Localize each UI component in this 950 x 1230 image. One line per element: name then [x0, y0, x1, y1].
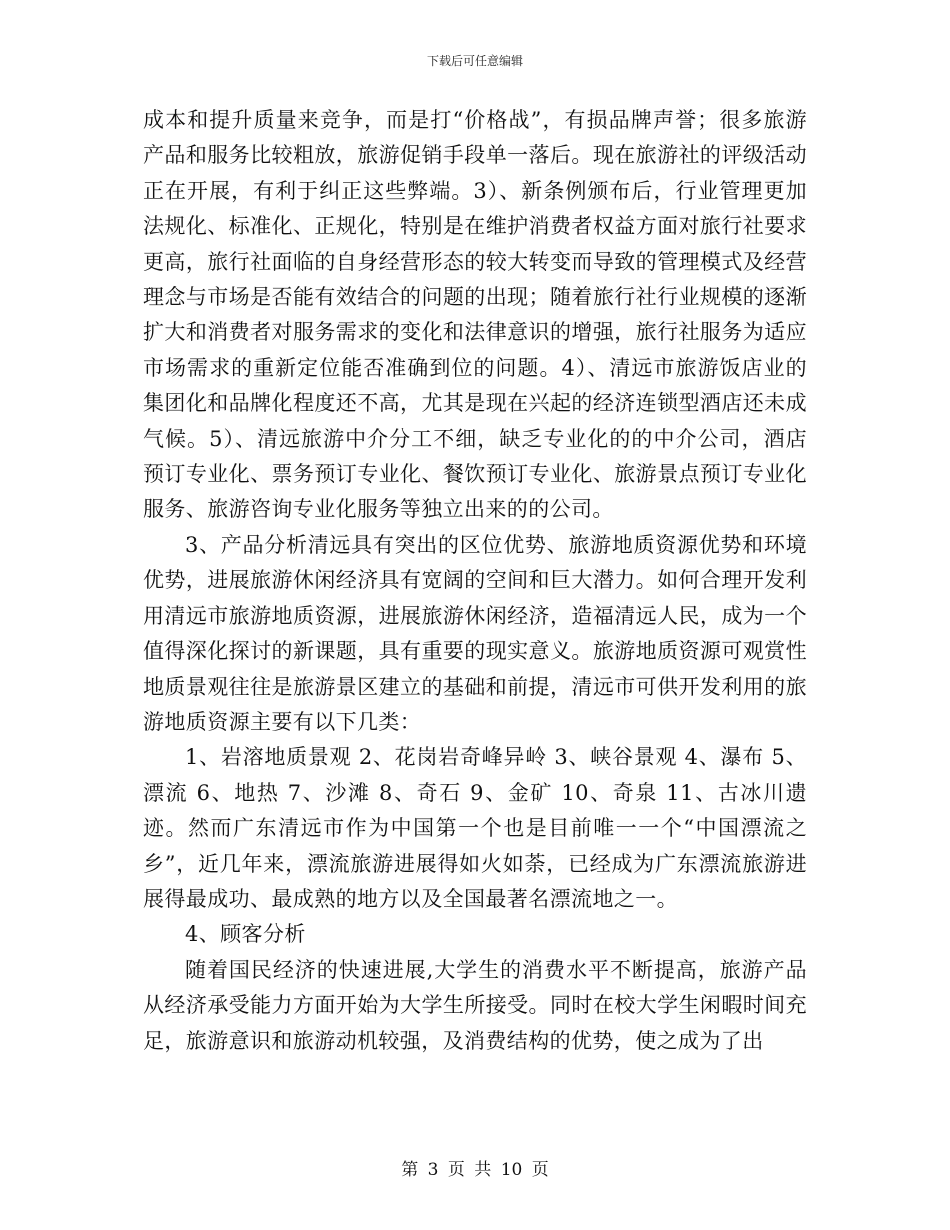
paragraph-4: 随着国民经济的快速进展,大学生的消费水平不断提高，旅游产品从经济承受能力方面开始为大学生所接受。同时在校大学生闲暇时间充足，旅游意识和旅游动机较强，及消费结构的优势，使之成为了出: [143, 957, 807, 1053]
paragraph-3: 1、岩溶地质景观 2、花岗岩奇峰异岭 3、峡谷景观 4、瀑布 5、漂流 6、地热 7、沙滩 8、奇石 9、金矿 10、奇泉 11、古冰川遗迹。然而广东清远市作为中国第一个也是目前唯一一个“中国漂流之乡”，近几年来，漂流旅游进展得如火如荼，已经成为广东漂流旅游进展得最成功、最成熟的地方以及全国最著名漂流地之一。: [143, 745, 807, 911]
page-footer: 第 3 页 共 10 页: [401, 1160, 549, 1180]
document-body: [143, 103, 807, 1059]
paragraph-1: 成本和提升质量来竞争，而是打“价格战”，有损品牌声誉；很多旅游产品和服务比较粗放，旅游促销手段单一落后。现在旅游社的评级活动正在开展，有利于纠正这些弊端。3）、新条例颁布后，行业管理更加法规化、标准化、正规化，特别是在维护消费者权益方面对旅行社要求更高，旅行社面临的自身经营形态的较大转变而导致的管理模式及经营理念与市场是否能有效结合的问题的出现；随着旅行社行业规模的逐渐扩大和消费者对服务需求的变化和法律意识的增强，旅行社服务为适应市场需求的重新定位能否准确到位的问题。4）、清远市旅游饭店业的集团化和品牌化程度还不高，尤其是现在兴起的经济连锁型酒店还未成气候。5）、清远旅游中介分工不细，缺乏专业化的的中介公司，酒店预订专业化、票务预订专业化、餐饮预订专业化、旅游景点预订专业化服务、旅游咨询专业化服务等独立出来的的公司。: [143, 108, 807, 522]
paragraph-2: 3、产品分析清远具有突出的区位优势、旅游地质资源优势和环境优势，进展旅游休闲经济具有宽阔的空间和巨大潜力。如何合理开发利用清远市旅游地质资源，进展旅游休闲经济，造福清远人民，成为一个值得深化探讨的新课题，具有重要的现实意义。旅游地质资源可观赏性地质景观往往是旅游景区建立的基础和前提，清远市可供开发利用的旅游地质资源主要有以下几类：: [143, 532, 807, 734]
section-heading-customer-analysis: 4、顾客分析: [185, 922, 306, 947]
page-header: 下载后可任意编辑: [426, 54, 523, 68]
